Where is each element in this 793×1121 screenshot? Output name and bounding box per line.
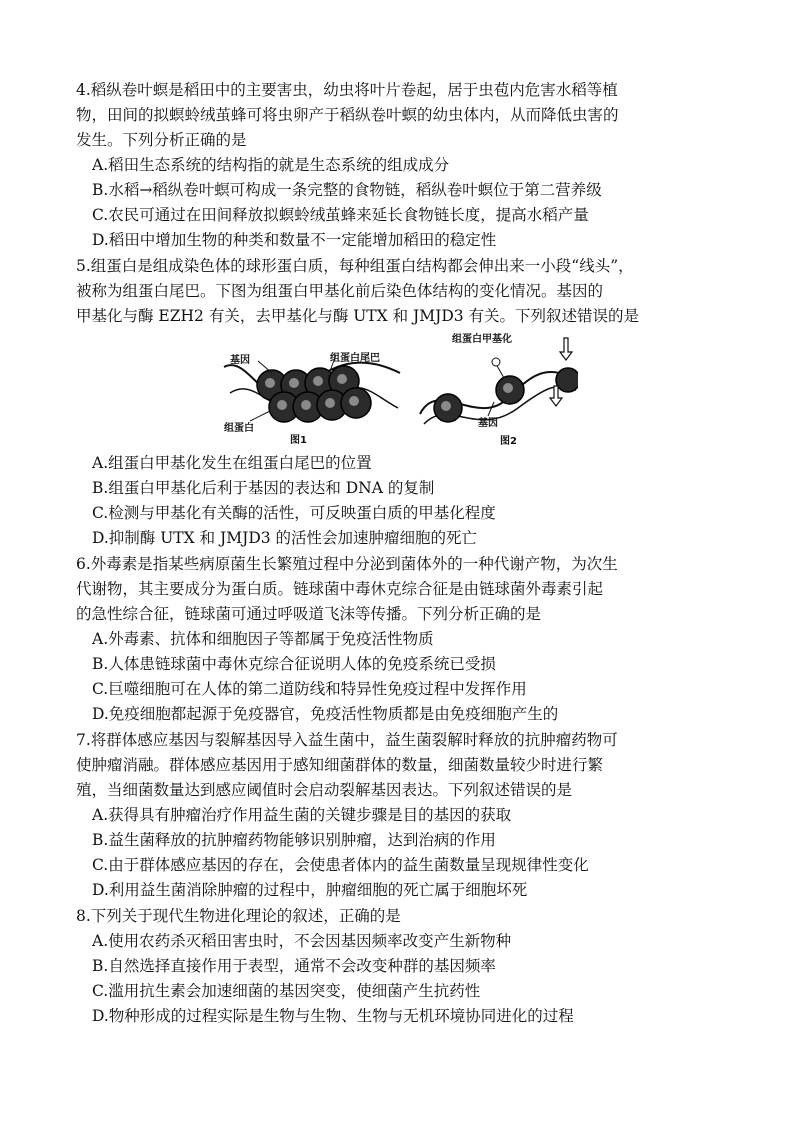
q4-option-b: B.水稻→稻纵卷叶螟可构成一条完整的食物链，稻纵卷叶螟位于第二营养级 [92,181,602,199]
q4-option-a: A.稻田生态系统的结构指的就是生态系统的组成成分 [92,156,450,174]
q6-option-c: C.巨噬细胞可在人体的第二道防线和特异性免疫过程中发挥作用 [92,680,527,698]
q4-stem-line-1: 4.稻纵卷叶螟是稻田中的主要害虫，幼虫将叶片卷起，居于虫苞内危害水稻等植 [76,81,618,99]
q4-stem-line-3: 发生。下列分析正确的是 [76,131,247,149]
fig2-methylation-label: 组蛋白甲基化 [452,334,512,345]
fig1-gene-label: 基因 [230,355,250,366]
q5-stem-line-2: 被称为组蛋白尾巴。下图为组蛋白甲基化前后染色体结构的变化情况。基因的 [76,282,604,300]
q4-option-c: C.农民可通过在田间释放拟螟蛉绒茧蜂来延长食物链长度，提高水稻产量 [92,206,589,224]
q8-option-c: C.滥用抗生素会加速细菌的基因突变，使细菌产生抗药性 [92,982,481,1000]
fig1-histone-label: 组蛋白 [224,423,254,434]
q8-option-d: D.物种形成的过程实际是生物与生物、生物与无机环境协同进化的过程 [92,1007,574,1025]
q6-option-a: A.外毒素、抗体和细胞因子等都属于免疫活性物质 [92,630,434,648]
q6-option-b: B.人体患链球菌中毒休克综合征说明人体的免疫系统已受损 [92,655,496,673]
fig2-caption: 图2 [500,436,517,447]
q8-option-b: B.自然选择直接作用于表型，通常不会改变种群的基因频率 [92,957,496,975]
q7-option-a: A.获得具有肿瘤治疗作用益生菌的关键步骤是目的基因的获取 [92,806,512,824]
q7-option-c: C.由于群体感应基因的存在，会使患者体内的益生菌数量呈现规律性变化 [92,856,589,874]
q5-option-c: C.检测与甲基化有关酶的活性，可反映蛋白质的甲基化程度 [92,504,496,522]
q5-option-a: A.组蛋白甲基化发生在组蛋白尾巴的位置 [92,454,372,472]
q7-option-d: D.利用益生菌消除肿瘤的过程中，肿瘤细胞的死亡属于细胞坏死 [92,881,528,899]
fig1-tail-label: 组蛋白尾巴 [330,353,380,364]
fig1-caption: 图1 [290,435,307,446]
q8-stem-line-1: 8.下列关于现代生物进化理论的叙述，正确的是 [76,907,401,925]
q6-stem-line-2: 代谢物，其主要成分为蛋白质。链球菌中毒休克综合征是由链球菌外毒素引起 [76,580,604,598]
q5-stem-line-3: 甲基化与酶 EZH2 有关，去甲基化与酶 UTX 和 JMJD3 有关。下列叙述错误的是 [76,307,640,325]
q7-stem-line-1: 7.将群体感应基因与裂解基因导入益生菌中，益生菌裂解时释放的抗肿瘤药物可 [76,731,618,749]
q8-option-a: A.使用农药杀灭稻田害虫时，不会因基因频率改变产生新物种 [92,932,512,950]
q7-option-b: B.益生菌释放的抗肿瘤药物能够识别肿瘤，达到治病的作用 [92,831,496,849]
q4-option-d: D.稻田中增加生物的种类和数量不一定能增加稻田的稳定性 [92,231,497,249]
q4-stem-line-2: 物，田间的拟螟蛉绒茧蜂可将虫卵产于稻纵卷叶螟的幼虫体内，从而降低虫害的 [76,106,619,124]
q6-stem-line-1: 6.外毒素是指某些病原菌生长繁殖过程中分泌到菌体外的一种代谢产物，为次生 [76,555,618,573]
figure-2-methylated-nucleosomes [418,328,578,448]
fig2-gene-label: 基因 [478,418,498,429]
figure-1-nucleosomes [220,333,405,448]
q6-option-d: D.免疫细胞都起源于免疫器官，免疫活性物质都是由免疫细胞产生的 [92,705,559,723]
q6-stem-line-3: 的急性综合征，链球菌可通过呼吸道飞沫等传播。下列分析正确的是 [76,605,542,623]
q5-option-b: B.组蛋白甲基化后利于基因的表达和 DNA 的复制 [92,479,435,497]
q7-stem-line-3: 殖，当细菌数量达到感应阈值时会启动裂解基因表达。下列叙述错误的是 [76,781,573,799]
q7-stem-line-2: 使肿瘤消融。群体感应基因用于感知细菌群体的数量，细菌数量较少时进行繁 [76,756,604,774]
q5-option-d: D.抑制酶 UTX 和 JMJD3 的活性会加速肿瘤细胞的死亡 [92,529,478,547]
q5-stem-line-1: 5.组蛋白是组成染色体的球形蛋白质，每种组蛋白结构都会伸出来一小段“线头”， [76,257,634,275]
